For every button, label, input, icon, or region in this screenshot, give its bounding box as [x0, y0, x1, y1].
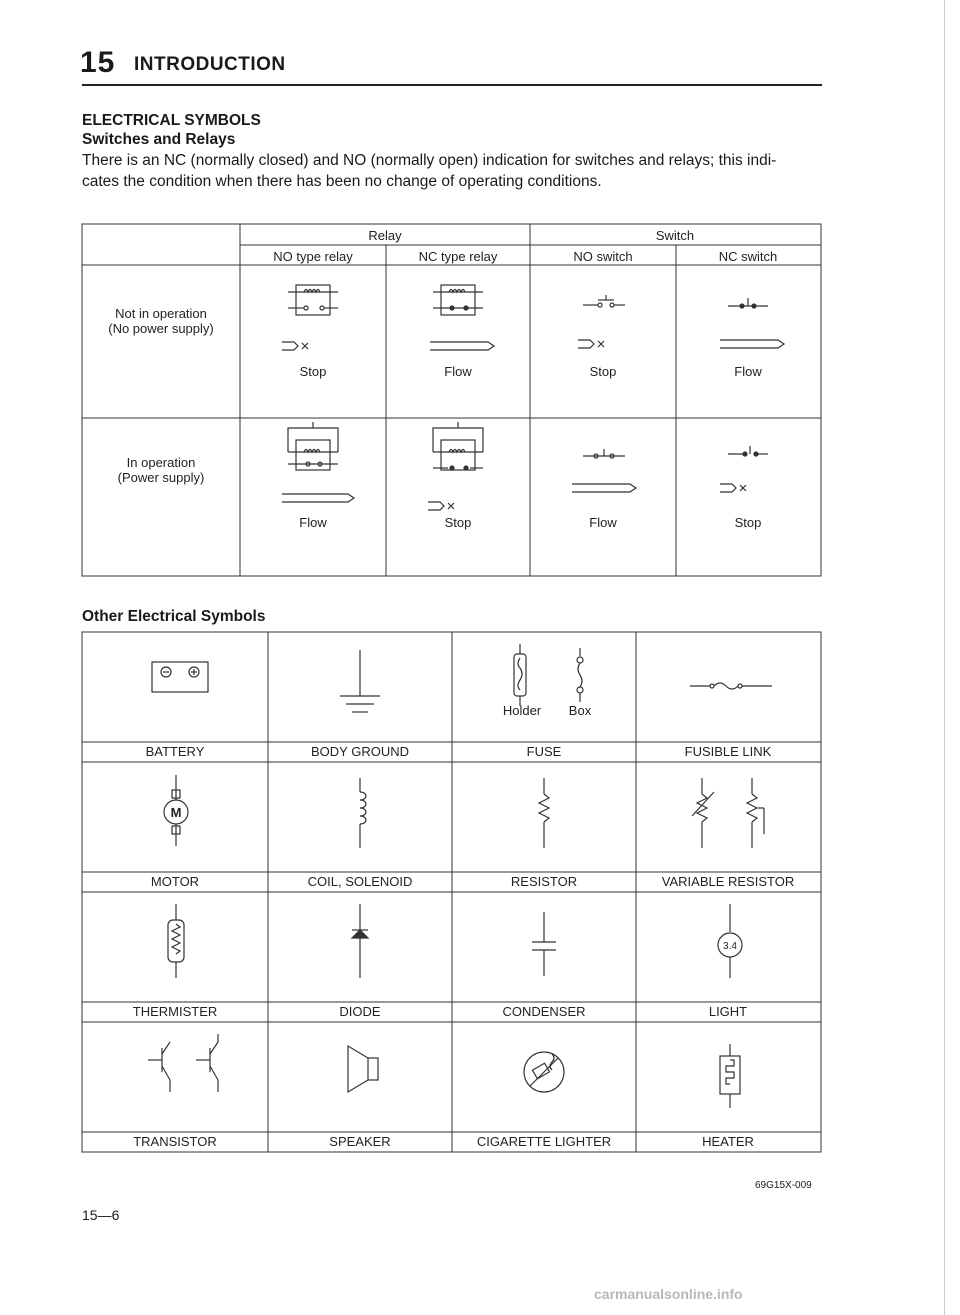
state-label: Stop	[444, 515, 472, 530]
transistor-pnp-icon	[148, 1042, 170, 1092]
section-title: INTRODUCTION	[134, 54, 286, 75]
coil-solenoid-icon	[360, 778, 366, 848]
symbol-label-battery: BATTERY	[145, 744, 205, 759]
nc-switch-off-icon	[728, 298, 768, 308]
fuse-holder-label: Holder	[502, 703, 542, 718]
cigarette-lighter-icon	[524, 1052, 564, 1092]
battery-icon	[152, 662, 208, 692]
col-header-nc-relay: NC type relay	[418, 249, 498, 264]
fuse-box-icon	[577, 648, 583, 702]
transistor-npn-icon	[196, 1034, 218, 1092]
col-header-no-switch: NO switch	[573, 249, 633, 264]
symbol-label-cigarette-lighter: CIGARETTE LIGHTER	[476, 1134, 612, 1149]
symbol-label-speaker: SPEAKER	[329, 1134, 391, 1149]
subheading-switches-relays: Switches and Relays	[82, 131, 236, 148]
relay-switch-table	[0, 0, 960, 600]
light-icon	[718, 904, 742, 978]
resistor-icon	[539, 778, 549, 848]
fusible-link-icon	[690, 683, 772, 689]
state-label: Stop	[589, 364, 617, 379]
row-label-not-in-operation: Not in operation	[115, 306, 207, 321]
row-label-no-power: (No power supply)	[108, 321, 214, 336]
state-label: Stop	[299, 364, 327, 379]
flow-arrow-icon	[720, 340, 784, 348]
row-label-in-operation: In operation	[126, 455, 196, 470]
row-label-power-supply: (Power supply)	[117, 470, 205, 485]
svg-text:M: M	[170, 805, 182, 820]
symbol-label-resistor: RESISTOR	[510, 874, 578, 889]
flow-arrow-icon	[572, 484, 636, 492]
intro-paragraph-line: There is an NC (normally closed) and NO (normally open) indication for switches and relays; this indi-	[82, 152, 777, 169]
no-switch-off-icon	[583, 295, 625, 307]
state-label: Stop	[734, 515, 762, 530]
watermark: carmanualsonline.info	[594, 1286, 743, 1302]
symbol-label-light: LIGHT	[708, 1004, 748, 1019]
motor-icon	[164, 775, 188, 846]
stop-icon	[578, 340, 604, 348]
condenser-icon	[532, 912, 556, 976]
stop-icon	[720, 484, 746, 492]
symbol-label-body-ground: BODY GROUND	[311, 744, 409, 759]
state-label: Flow	[589, 515, 617, 530]
symbol-label-diode: DIODE	[339, 1004, 381, 1019]
speaker-icon	[348, 1046, 378, 1092]
symbol-label-fuse: FUSE	[526, 744, 562, 759]
flow-arrow-icon	[430, 342, 494, 350]
symbol-label-variable-resistor: VARIABLE RESISTOR	[661, 874, 795, 889]
state-label: Flow	[299, 515, 327, 530]
state-label: Flow	[444, 364, 472, 379]
nc-relay-off-icon	[433, 285, 483, 315]
nc-relay-on-icon	[433, 422, 483, 470]
fuse-holder-icon	[514, 644, 526, 706]
light-value: 3.4	[723, 941, 737, 952]
symbol-label-motor: MOTOR	[150, 874, 200, 889]
other-symbols-grid	[0, 620, 960, 1160]
figure-code: 69G15X-009	[755, 1180, 812, 1191]
symbol-label-transistor: TRANSISTOR	[133, 1134, 217, 1149]
intro-paragraph-line: cates the condition when there has been no change of operating conditions.	[82, 173, 602, 190]
switch-group-header: Switch	[655, 228, 695, 243]
section-number: 15	[80, 46, 116, 79]
no-switch-on-icon	[583, 449, 625, 458]
heading-electrical-symbols: ELECTRICAL SYMBOLS	[82, 112, 261, 129]
no-relay-off-icon	[288, 285, 338, 315]
symbol-label-heater: HEATER	[702, 1134, 754, 1149]
other-symbols-title: Other Electrical Symbols	[82, 608, 266, 625]
body-ground-icon	[340, 650, 380, 712]
relay-group-header: Relay	[368, 228, 402, 243]
thermister-icon	[168, 904, 184, 978]
variable-resistor-icon	[692, 778, 764, 848]
fuse-box-label: Box	[568, 703, 592, 718]
symbol-label-condenser: CONDENSER	[502, 1004, 586, 1019]
no-relay-on-icon	[288, 422, 338, 470]
symbol-label-fusible-link: FUSIBLE LINK	[684, 744, 772, 759]
diode-icon	[352, 904, 368, 978]
state-label: Flow	[734, 364, 762, 379]
heater-icon	[720, 1044, 740, 1108]
page-number: 15—6	[82, 1207, 120, 1223]
col-header-no-relay: NO type relay	[273, 249, 353, 264]
col-header-nc-switch: NC switch	[718, 249, 778, 264]
stop-icon	[282, 342, 308, 350]
nc-switch-on-icon	[728, 446, 768, 456]
symbol-label-coil-solenoid: COIL, SOLENOID	[307, 874, 413, 889]
symbol-label-thermister: THERMISTER	[132, 1004, 218, 1019]
flow-arrow-icon	[282, 494, 354, 502]
stop-icon	[428, 502, 454, 510]
